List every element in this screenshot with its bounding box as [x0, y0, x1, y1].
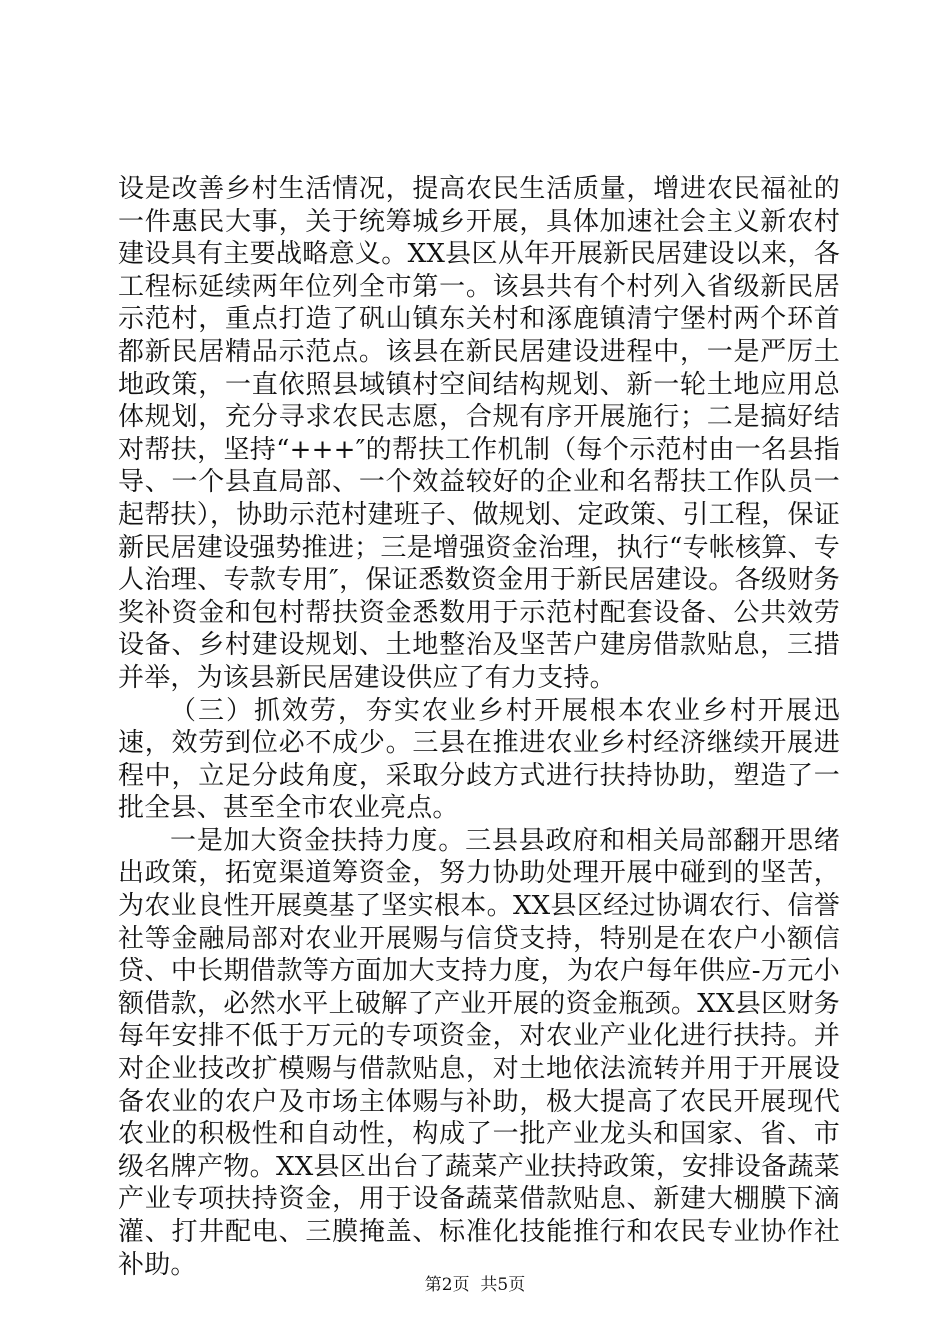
paragraph-new-residence: 设是改善乡村生活情况，提高农民生活质量，增进农民福祉的一件惠民大事，关于统筹城乡开展，具体加速社会主义新农村建设具有主要战略意义。XX县区从年开展新民居建设以来，各工程标延续两年位列全市第一。该县共有个村列入省级新民居示范村，重点打造了矾山镇东关村和涿鹿镇清宁堡村两个环首都新民居精品示范点。该县在新民居建设进程中，一是严厉土地政策，一直依照县域镇村空间结构规划、新一轮土地应用总体规划，充分寻求农民志愿，合规有序开展施行；二是搞好结对帮扶，坚持“+++″的帮扶工作机制（每个示范村由一名县指导、一个县直局部、一个效益较好的企业和名帮扶工作队员一起帮扶），协助示范村建班子、做规划、定政策、引工程，保证新民居建设强势推进；三是增强资金治理，执行“专帐核算、专人治理、专款专用″，保证悉数资金用于新民居建设。各级财务奖补资金和包村帮扶资金悉数用于示范村配套设备、公共效劳设备、乡村建设规划、土地整治及坚苦户建房借款贴息，三措并举，为该县新民居建设供应了有力支持。 — [118, 174, 840, 693]
page-number: 第2页 — [424, 1275, 470, 1295]
paragraph-services-heading: （三）抓效劳，夯实农业乡村开展根本农业乡村开展迅速，效劳到位必不成少。三县在推进农业乡村经济继续开展进程中，立足分歧角度，采取分歧方式进行扶持协助，塑造了一批全县、甚至全市农业亮点。 — [118, 695, 840, 824]
paragraph-funding-support: 一是加大资金扶持力度。三县县政府和相关局部翻开思绪出政策，拓宽渠道筹资金，努力协助处理开展中碰到的坚苦，为农业良性开展奠基了坚实根本。XX县区经过协调农行、信誉社等金融局部对农业开展赐与信贷支持，特别是在农户小额信贷、中长期借款等方面加大支持力度，为农户每年供应-万元小额借款，必然水平上破解了产业开展的资金瓶颈。XX县区财务每年安排不低于万元的专项资金，对农业产业化进行扶持。并对企业技改扩模赐与借款贴息，对土地依法流转并用于开展设备农业的农户及市场主体赐与补助，极大提高了农民开展现代农业的积极性和自动性，构成了一批产业龙头和国家、省、市级名牌产物。XX县区出台了蔬菜产业扶持政策，安排设备蔬菜产业专项扶持资金，用于设备蔬菜借款贴息、新建大棚膜下滴灌、打井配电、三膜掩盖、标准化技能推行和农民专业协作社补助。 — [118, 825, 840, 1280]
page-footer — [0, 1270, 950, 1295]
page-total: 共5页 — [480, 1275, 526, 1295]
document-body — [118, 173, 840, 1281]
